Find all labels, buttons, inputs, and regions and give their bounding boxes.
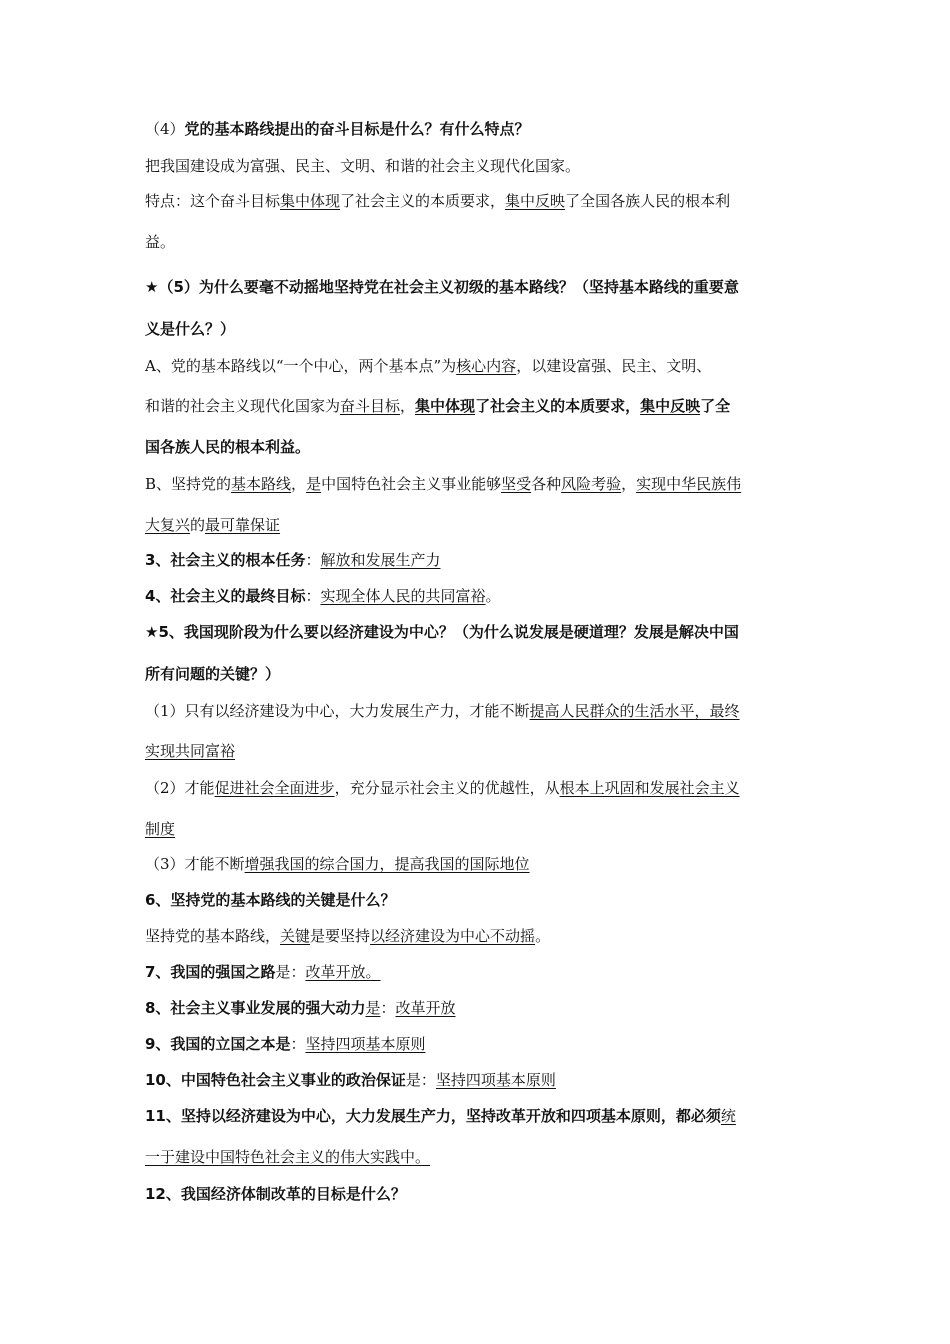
text-segment: 7、我国的强国之路 (145, 963, 276, 981)
text-line (145, 997, 456, 1019)
text-segment: 一于建设中国特色社会主义的伟大实践中。 (145, 1148, 431, 1166)
text-segment: 益。 (145, 233, 176, 251)
text-segment: ： (305, 551, 321, 569)
text-line (145, 818, 175, 840)
text-line (145, 700, 740, 722)
text-segment: 3、社会主义的根本任务 (145, 551, 306, 569)
text-segment: ★（5）为什么要毫不动摇地坚持党在社会主义初级的基本路线？（坚持基本路线的重要意 (145, 278, 739, 296)
text-line (145, 853, 530, 875)
text-line (145, 1033, 425, 1055)
text-segment: 党的基本路线提出的奋斗目标是什么？有什么特点？ (184, 120, 530, 138)
text-segment: 了社会主义的本质要求， (475, 397, 641, 415)
text-segment: 特点：这个奋斗目标 (145, 192, 281, 210)
text-segment: 提高人民群众的生活水平，最终 (529, 702, 740, 720)
text-segment: ： (380, 999, 396, 1017)
text-segment: 集中体现 (415, 397, 476, 415)
text-segment: 。 (535, 927, 551, 945)
text-segment: 大复兴 (145, 516, 191, 534)
text-segment: 实现共同富裕 (145, 742, 236, 760)
text-line (145, 155, 580, 177)
text-segment: 是 (365, 999, 381, 1017)
text-segment: 了社会主义的本质要求， (340, 192, 506, 210)
text-line (145, 585, 501, 607)
text-line (145, 190, 730, 212)
text-segment: 。 (485, 587, 501, 605)
text-segment: 实现中华民族伟 (636, 475, 742, 493)
text-line (145, 740, 235, 762)
text-segment: 是要坚持 (310, 927, 371, 945)
text-line (145, 889, 395, 911)
text-segment: ，以建设富强、民主、文明、 (516, 357, 712, 375)
text-segment: ★5、我国现阶段为什么要以经济建设为中心？（为什么说发展是硬道理？发展是解决中国 (145, 623, 739, 641)
text-segment: （1）只有以经济建设为中心，大力发展生产力，才能不断 (145, 702, 530, 720)
text-segment: ： (290, 1035, 306, 1053)
text-segment: 所有问题的关键？） (145, 665, 281, 683)
text-segment: 是： (405, 1071, 436, 1089)
text-segment: 风险考验 (561, 475, 622, 493)
text-segment: 坚受 (501, 475, 532, 493)
text-segment: 各种 (531, 475, 562, 493)
text-segment: （3）才能不断 (145, 855, 245, 873)
text-line (145, 231, 175, 253)
text-line (145, 436, 310, 458)
text-segment: 增强我国的综合国力，提高我国的国际地位 (244, 855, 530, 873)
text-segment: 统 (720, 1107, 736, 1125)
text-segment: 奋斗目标 (340, 397, 401, 415)
text-segment: 和谐的社会主义现代化国家为 (145, 397, 341, 415)
text-line (145, 514, 280, 536)
text-segment: ， (291, 475, 307, 493)
text-segment: ： (305, 587, 321, 605)
text-segment: 的 (190, 516, 206, 534)
text-segment: ， (621, 475, 637, 493)
text-line (145, 395, 730, 417)
text-segment: 8、社会主义事业发展的强大动力 (145, 999, 366, 1017)
text-segment: 9、我国的立国之本是 (145, 1035, 291, 1053)
text-segment: 12、我国经济体制改革的目标是什么？ (145, 1185, 406, 1203)
text-segment: ，充分显示社会主义的优越性，从 (334, 779, 560, 797)
text-line (145, 1069, 556, 1091)
text-segment: A、党的基本路线以“一个中心，两个基本点”为 (145, 357, 457, 375)
text-line (145, 925, 550, 947)
text-segment: 6、坚持党的基本路线的关键是什么？ (145, 891, 396, 909)
text-segment: 是： (275, 963, 306, 981)
text-segment: 中国特色社会主义事业能够 (321, 475, 502, 493)
text-segment: 制度 (145, 820, 176, 838)
text-line (145, 663, 280, 685)
text-line (145, 777, 740, 799)
text-segment: 集中体现 (280, 192, 341, 210)
text-line (145, 276, 739, 298)
text-segment: 促进社会全面进步 (214, 779, 335, 797)
text-line (145, 961, 380, 983)
text-line (145, 1183, 406, 1205)
text-line (145, 118, 530, 140)
text-line (145, 621, 739, 643)
text-segment: 改革开放 (395, 999, 456, 1017)
text-segment: 义是什么？） (145, 320, 236, 338)
text-segment: 关键 (280, 927, 311, 945)
text-segment: ， (400, 397, 416, 415)
text-segment: 了全国各族人民的根本利 (565, 192, 731, 210)
text-segment: 4、社会主义的最终目标 (145, 587, 306, 605)
text-segment: 坚持党的基本路线， (145, 927, 281, 945)
text-segment: （2）才能 (145, 779, 215, 797)
text-segment: B、坚持党的 (145, 475, 232, 493)
text-segment: 集中反映 (640, 397, 701, 415)
text-line (145, 1105, 736, 1127)
text-segment: 是 (306, 475, 322, 493)
text-line (145, 473, 741, 495)
text-segment: 了全 (700, 397, 731, 415)
text-segment: 把我国建设成为富强、民主、文明、和谐的社会主义现代化国家。 (145, 157, 581, 175)
text-segment: （4） (145, 120, 185, 138)
text-segment: 坚持四项基本原则 (305, 1035, 426, 1053)
text-line (145, 549, 440, 571)
text-segment: 集中反映 (505, 192, 566, 210)
text-segment: 11、坚持以经济建设为中心，大力发展生产力，坚持改革开放和四项基本原则，都必须 (145, 1107, 721, 1125)
text-segment: 国各族人民的根本利益。 (145, 438, 311, 456)
text-line (145, 1146, 430, 1168)
text-segment: 解放和发展生产力 (320, 551, 441, 569)
text-segment: 改革开放。 (305, 963, 381, 981)
text-line (145, 355, 711, 377)
text-segment: 基本路线 (231, 475, 292, 493)
text-segment: 核心内容 (456, 357, 517, 375)
text-line (145, 318, 235, 340)
text-segment: 以经济建设为中心不动摇 (370, 927, 536, 945)
text-segment: 坚持四项基本原则 (435, 1071, 556, 1089)
text-segment: 根本上巩固和发展社会主义 (559, 779, 740, 797)
text-segment: 实现全体人民的共同富裕 (320, 587, 486, 605)
text-segment: 10、中国特色社会主义事业的政治保证 (145, 1071, 406, 1089)
text-segment: 最可靠保证 (205, 516, 281, 534)
